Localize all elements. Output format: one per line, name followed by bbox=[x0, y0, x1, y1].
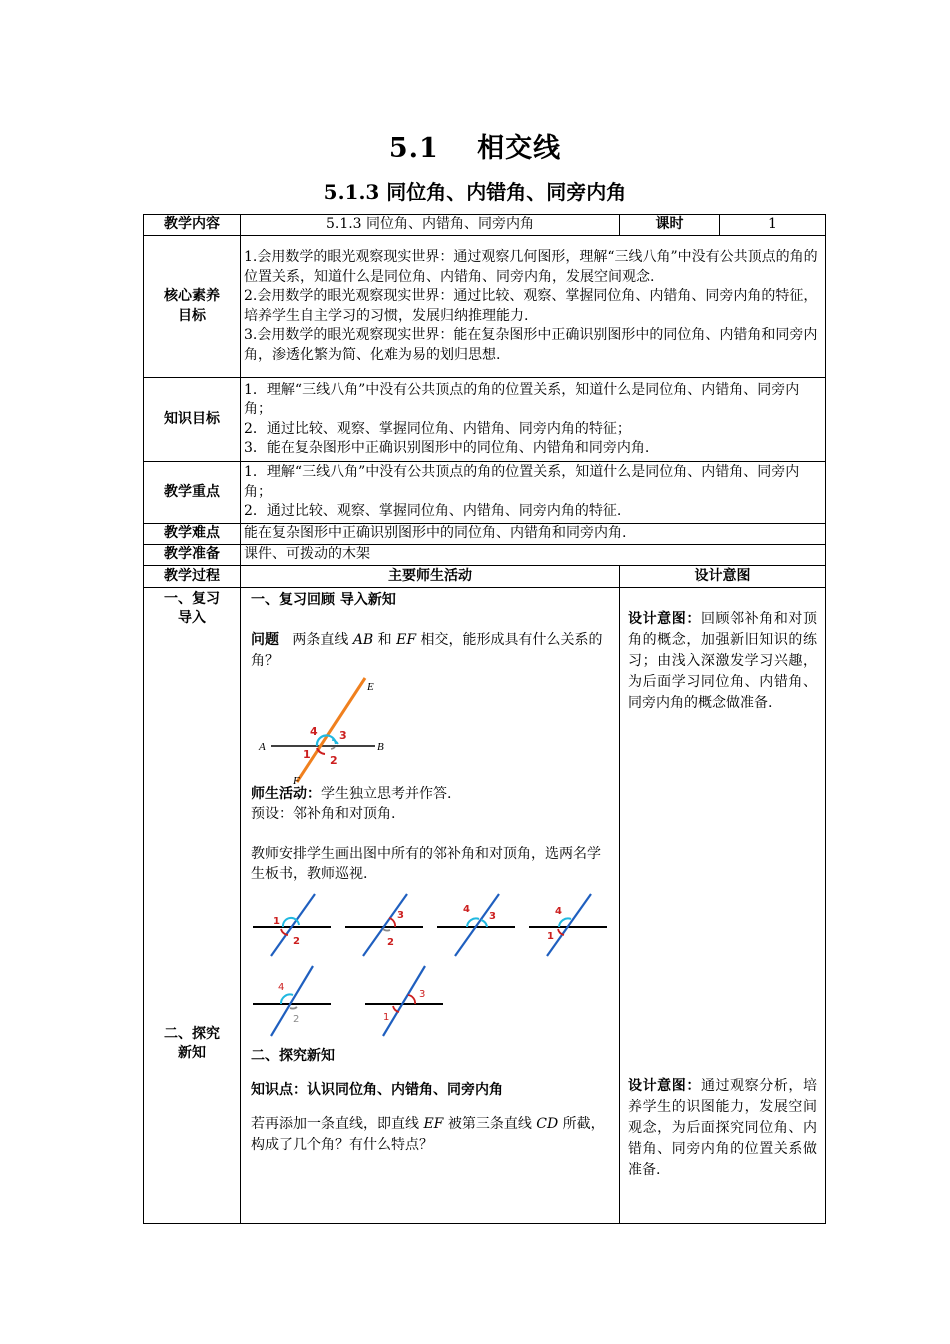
label-difficulty: 教学难点 bbox=[144, 524, 241, 545]
stage-explore bbox=[146, 1025, 238, 1063]
design2-text: 通过观察分析，培养学生的识图能力，发展空间观念，为后面探究同位角、内错角、同旁内角的位置关系做准备. bbox=[628, 1078, 818, 1178]
teacher-student-activity bbox=[251, 784, 609, 804]
stage-review-line1: 一、复习 bbox=[164, 591, 220, 607]
value-preparation: 课件、可拨动的木架 bbox=[241, 545, 826, 566]
label-main-activity: 主要师生活动 bbox=[241, 566, 620, 588]
row-process-body bbox=[144, 588, 826, 1224]
design2-label: 设计意图： bbox=[628, 1078, 701, 1094]
label-a: A bbox=[259, 741, 266, 753]
question2-mid: 被第三条直线 bbox=[443, 1116, 537, 1132]
mini3-label-3: 3 bbox=[489, 911, 496, 922]
design-intent-2 bbox=[628, 1076, 817, 1181]
row-teaching-content bbox=[144, 215, 826, 236]
label-angle-4: 4 bbox=[310, 725, 318, 738]
figure-row-2 bbox=[251, 964, 609, 1038]
section-review-title: 一、复习回顾 导入新知 bbox=[251, 592, 396, 608]
label-teaching-content: 教学内容 bbox=[144, 215, 241, 236]
value-key-points bbox=[241, 462, 826, 524]
core-item-3: 3.会用数学的眼光观察现实世界：能在复杂图形中正确识别图形中的同位角、内错角和同旁内角，渗透化繁为简、化难为易的划归思想. bbox=[244, 327, 818, 363]
mini3-label-4: 4 bbox=[463, 904, 470, 915]
mini2-label-3: 3 bbox=[397, 910, 404, 921]
mini4-label-1: 1 bbox=[547, 931, 554, 942]
value-teaching-content: 5.1.3 同位角、内错角、同旁内角 bbox=[241, 215, 620, 236]
angle-arc-1 bbox=[317, 748, 325, 754]
figure-intersecting-lines bbox=[253, 672, 413, 784]
question2-post: 所截，构成了几个角？有什么特点？ bbox=[251, 1116, 605, 1153]
knowledge-point-title: 知识点：认识同位角、内错角、同旁内角 bbox=[251, 1082, 503, 1098]
label-design-intent: 设计意图 bbox=[620, 566, 826, 588]
activity-text: 学生独立思考并作答. bbox=[321, 786, 452, 802]
label-f: F bbox=[293, 775, 300, 784]
label-period: 课时 bbox=[620, 215, 720, 236]
row-knowledge-goals bbox=[144, 378, 826, 462]
question2-ef: EF bbox=[423, 1116, 444, 1132]
label-knowledge-goals: 知识目标 bbox=[144, 378, 241, 462]
mini1-label-1: 1 bbox=[273, 916, 280, 927]
mini-figure-2 bbox=[343, 892, 427, 958]
row-process-header bbox=[144, 566, 826, 588]
design-intent-1 bbox=[628, 609, 817, 714]
key-item-2: 2．通过比较、观察、掌握同位角、内错角、同旁内角的特征. bbox=[244, 503, 622, 520]
preset-answer: 预设：邻补角和对顶角. bbox=[251, 806, 396, 822]
question-1 bbox=[251, 630, 609, 672]
activity-column bbox=[241, 588, 620, 1224]
design-column bbox=[620, 588, 826, 1224]
angle-arc-2 bbox=[331, 747, 335, 749]
question-text-mid: 和 bbox=[373, 632, 397, 648]
mini-figure-6 bbox=[363, 964, 447, 1038]
question-ef: EF bbox=[396, 632, 417, 648]
value-knowledge-goals bbox=[241, 378, 826, 462]
question-label: 问题 bbox=[251, 632, 279, 648]
mini1-label-2: 2 bbox=[293, 936, 300, 947]
label-b: B bbox=[377, 741, 384, 753]
question-ab: AB bbox=[352, 632, 374, 648]
label-angle-1: 1 bbox=[303, 748, 311, 761]
label-angle-3: 3 bbox=[339, 729, 347, 742]
lesson-plan-table bbox=[143, 214, 826, 1224]
mini5-label-4: 4 bbox=[278, 982, 285, 993]
question2-pre: 若再添加一条直线，即直线 bbox=[251, 1116, 424, 1132]
stage-explore-line1: 二、探究 bbox=[164, 1026, 220, 1042]
stage-review bbox=[146, 590, 238, 628]
question-text-pre: 两条直线 bbox=[292, 632, 353, 648]
mini5-label-2: 2 bbox=[293, 1014, 300, 1025]
question-2 bbox=[251, 1114, 609, 1156]
label-angle-2: 2 bbox=[330, 754, 338, 767]
page-subtitle: 5.1.3 同位角、内错角、同旁内角 bbox=[323, 180, 627, 204]
mini4-label-4: 4 bbox=[555, 906, 562, 917]
knowledge-item-1: 1．理解“三线八角”中没有公共顶点的角的位置关系，知道什么是同位角、内错角、同旁内角； bbox=[244, 381, 800, 417]
question-text-post: 相交，能形成具有什么关系的角？ bbox=[251, 632, 603, 669]
mini-figure-5 bbox=[251, 964, 335, 1038]
row-difficulty bbox=[144, 524, 826, 545]
value-core-literacy bbox=[241, 236, 826, 378]
activity-label: 师生活动： bbox=[251, 786, 321, 802]
mini-figure-1 bbox=[251, 892, 335, 958]
label-preparation: 教学准备 bbox=[144, 545, 241, 566]
row-preparation bbox=[144, 545, 826, 566]
design1-text: 回顾邻补角和对顶角的概念，加强新旧知识的练习；由浅入深激发学习兴趣，为后面学习同位角、内错角、同旁内角的概念做准备. bbox=[628, 611, 818, 711]
label-core-line1: 核心素养 bbox=[164, 288, 220, 304]
mini6-label-3: 3 bbox=[419, 989, 426, 1000]
key-item-1: 1．理解“三线八角”中没有公共顶点的角的位置关系，知道什么是同位角、内错角、同旁内角； bbox=[244, 464, 800, 500]
teacher-arrangement: 教师安排学生画出图中所有的邻补角和对顶角，选两名学生板书，教师巡视. bbox=[251, 846, 601, 882]
value-difficulty: 能在复杂图形中正确识别图形中的同位角、内错角和同旁内角. bbox=[241, 524, 826, 545]
stage-explore-line2: 新知 bbox=[178, 1045, 206, 1061]
mini2-label-2: 2 bbox=[387, 937, 394, 948]
core-item-1: 1.会用数学的眼光观察现实世界：通过观察几何图形，理解“三线八角”中没有公共顶点的角的位置关系，知道什么是同位角、内错角、同旁内角，发展空间观念. bbox=[244, 249, 818, 285]
row-key-points bbox=[144, 462, 826, 524]
question2-cd: CD bbox=[536, 1116, 559, 1132]
section-explore-title: 二、探究新知 bbox=[251, 1048, 335, 1064]
design1-label: 设计意图： bbox=[628, 611, 701, 627]
core-item-2: 2.会用数学的眼光观察现实世界：通过比较、观察、掌握同位角、内错角、同旁内角的特征，培养学生自主学习的习惯，发展归纳推理能力. bbox=[244, 288, 818, 324]
value-period: 1 bbox=[720, 215, 826, 236]
label-core-line2: 目标 bbox=[178, 307, 206, 324]
knowledge-item-3: 3．能在复杂图形中正确识别图形中的同位角、内错角和同旁内角. bbox=[244, 440, 650, 456]
knowledge-item-2: 2．通过比较、观察、掌握同位角、内错角、同旁内角的特征； bbox=[244, 420, 631, 437]
mini-figure-4 bbox=[527, 892, 611, 958]
label-core-literacy bbox=[144, 236, 241, 378]
label-process: 教学过程 bbox=[144, 566, 241, 588]
stage-review-line2: 导入 bbox=[178, 610, 206, 626]
mini6-label-1: 1 bbox=[383, 1012, 390, 1023]
page-title: 5.1 相交线 bbox=[388, 133, 562, 164]
label-e: E bbox=[367, 681, 374, 693]
row-core-literacy bbox=[144, 236, 826, 378]
label-key-points: 教学重点 bbox=[144, 462, 241, 524]
figure-row-1 bbox=[251, 892, 611, 958]
stage-column bbox=[144, 588, 241, 1224]
mini-figure-3 bbox=[435, 892, 519, 958]
